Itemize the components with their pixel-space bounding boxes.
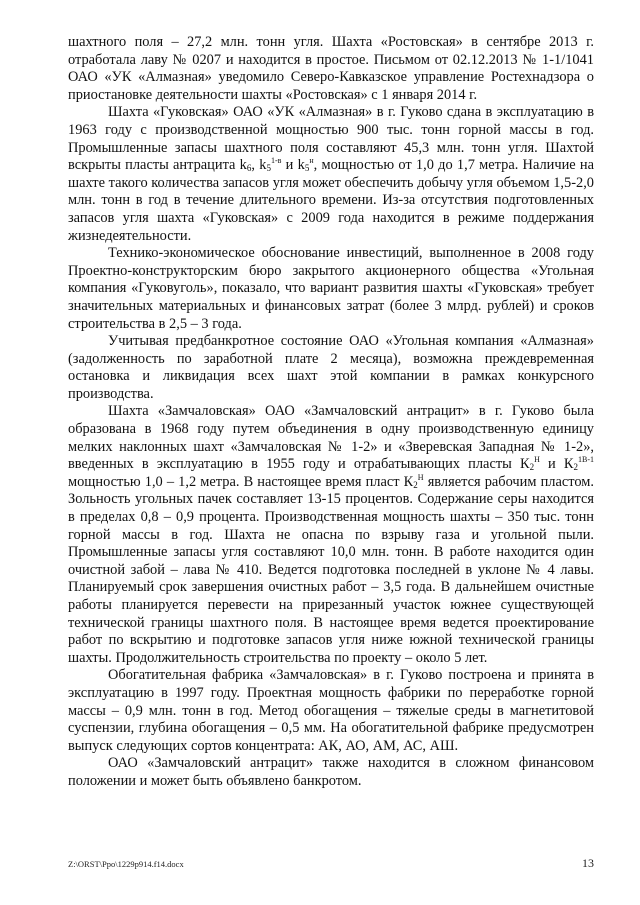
subscript: 5 <box>304 163 310 174</box>
paragraph-text: Шахта «Замчаловская» ОАО «Замчаловский антрацит» в г. Гуково была образована в 1968 году путем объединения в одну производственную единицу мелких наклонных шахт «Замчаловская № 1-2» и «Зверевская Западная № 1-2», введенных в эксплуатацию в 1955 году и отрабатывающих пласты К <box>68 403 594 473</box>
page-number: 13 <box>582 856 594 870</box>
paragraph <box>68 245 594 333</box>
paragraph-text: Учитывая предбанкротное состояние ОАО «Угольная компания «Алмазная» (задолженность по заработной плате 2 месяца), возможна преждевременная остановка и ликвидация всех шахт этой компании в рамках конкурсного производства. <box>68 333 594 402</box>
subscript: 2 <box>573 462 578 473</box>
paragraph-text: является рабочим пластом. Зольность угольных пачек составляет 13-15 процентов. Содержание серы находится в пределах 0,8 – 0,9 процента. Производственная мощность шахты – 350 тыс. тонн горной массы в год. Шахта не опасна по взрыву газа и угольной пыли. Промышленные запасы угля составляют 10,0 млн. тонн. В работе находится один очистной забой – лава № 410. Ведется подготовка последней в уклоне № 4 лавы. Планируемый срок завершения очистных работ – 3,5 года. В дальнейшем очистные работы планируется перевести на прирезанный участок южнее существующей технической границы шахтного поля. В настоящее время ведется проектирование работ по вскрытию и подготовке запасов угля ниже южной технической границы шахты. Продолжительность строительства по проекту – около 5 лет. <box>68 473 594 666</box>
subscript: 2 <box>413 479 418 490</box>
paragraph <box>68 34 594 104</box>
paragraph-text: и К <box>539 456 574 473</box>
paragraph-text: и k <box>281 157 305 174</box>
superscript: Н <box>417 472 424 482</box>
paragraph <box>68 755 594 790</box>
paragraph-text: , мощностью от 1,0 до 1,7 метра. Наличие на шахте такого количества запасов угля может обеспечить добычу угля объемом 1,5-2,0 млн. тонн в год в течение длительного времени. Из-за отсутствия подготовленных запасов угля шахта «Гуковская» с 2009 года находится в режиме поддержания жизнедеятельности. <box>68 157 595 244</box>
paragraph-text: , k <box>251 157 267 174</box>
subscript: 5 <box>266 163 271 174</box>
paragraph-text: мощностью 1,0 – 1,2 метра. В настоящее время пласт К <box>68 473 414 490</box>
paragraph <box>68 104 594 245</box>
superscript: Н <box>534 455 540 465</box>
subscript: 2 <box>529 462 535 473</box>
subscript: 6 <box>246 163 252 174</box>
paragraph <box>68 667 594 755</box>
paragraph-text: шахтного поля – 27,2 млн. тонн угля. Шахта «Ростовская» в сентябре 2013 г. отработала лаву № 0207 и находится в простое. Письмом от 02.12.2013 № 1-1/1041 ОАО «УК «Алмазная» уведомило Северо-Кавказское управление Ростехнадзора о приостановке деятельности шахты «Ростовская» с 1 января 2014 г. <box>68 34 594 103</box>
superscript: н <box>309 156 314 166</box>
paragraph <box>68 333 594 403</box>
paragraph-text: Обогатительная фабрика «Замчаловская» в г. Гуково построена и принята в эксплуатацию в 1997 году. Проектная мощность фабрики по переработке горной массы – 0,9 млн. тонн в год. Метод обогащения – тяжелые среды в магнетитовой суспензии, глубина обогащения – 0,5 мм. На обогатительной фабрике предусмотрен выпуск следующих сортов концентрата: АК, АО, АМ, АС, АШ. <box>68 667 594 754</box>
superscript: 1В-1 <box>578 455 594 465</box>
footer-file-path: Z:\ORST\Ppo\1229p914.f14.docx <box>68 859 184 869</box>
paragraph-text: Шахта «Гуковская» ОАО «УК «Алмазная» в г. Гуково сдана в эксплуатацию в 1963 году с производственной мощностью 900 тыс. тонн горной массы в год. Промышленные запасы шахтного поля составляют 45,3 млн. тонн угля. Шахтой вскрыты пласты антрацита k <box>68 104 594 174</box>
superscript: 1-в <box>270 156 282 166</box>
paragraph-text: Технико-экономическое обоснование инвестиций, выполненное в 2008 году Проектно-конструкторским бюро закрытого акционерного общества «Угольная компания «Гуковуголь», показало, что вариант развития шахты «Гуковская» требует значительных материальных и финансовых затрат (более 3 млрд. рублей) и сроков строительства в 2,5 – 3 года. <box>68 245 594 332</box>
document-body <box>68 34 594 791</box>
paragraph-text: ОАО «Замчаловский антрацит» также находится в сложном финансовом положении и может быть объявлено банкротом. <box>68 755 594 789</box>
paragraph <box>68 403 594 667</box>
